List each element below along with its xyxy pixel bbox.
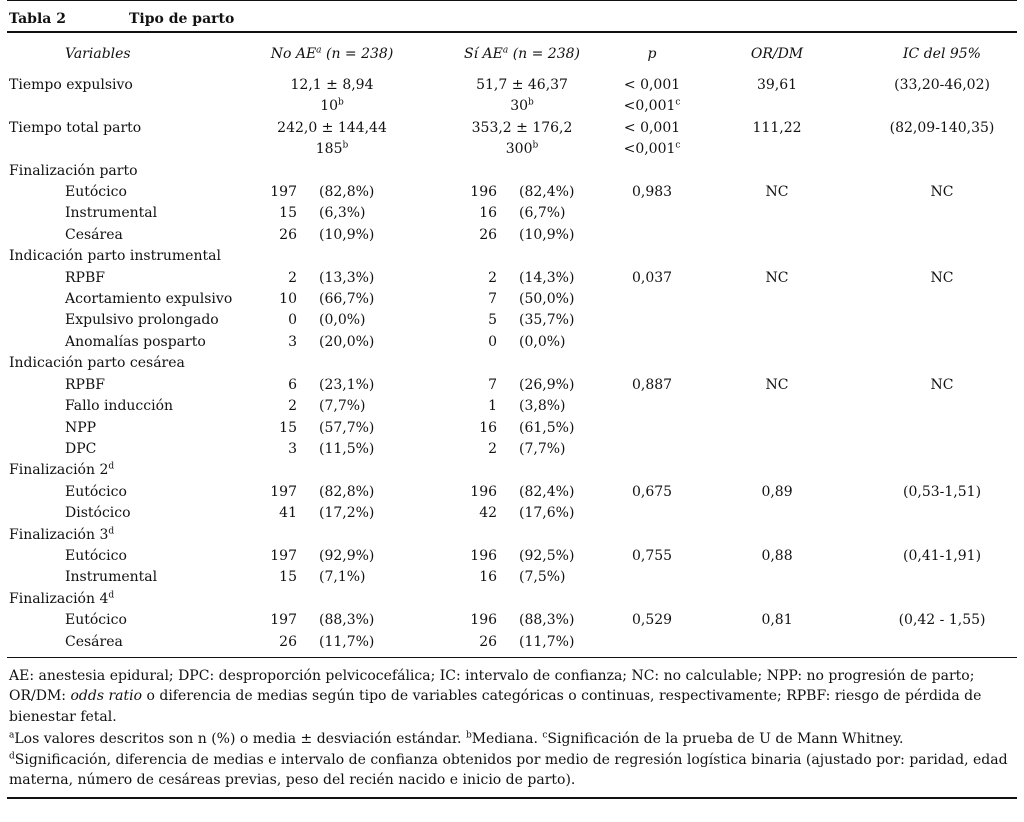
or-dm-value: [687, 567, 867, 588]
row-label: Fallo inducción: [65, 398, 174, 415]
si-ae-n: 196: [470, 184, 498, 201]
table-row: [7, 375, 1017, 396]
no-ae-n: 3: [288, 440, 297, 457]
row-label: Eutócico: [65, 483, 127, 500]
ic-value: [867, 567, 1017, 588]
section-title: Indicación parto cesárea: [9, 355, 185, 372]
table-row: [7, 439, 1017, 460]
si-ae-pct: (92,5%): [519, 547, 575, 564]
or-dm-value: 0,81: [761, 612, 793, 629]
table-row: [7, 418, 1017, 439]
no-ae-median: 185$^b$: [315, 140, 349, 158]
or-dm-value: [687, 439, 867, 460]
no-ae-mean: 242,0 ± 144,44: [277, 119, 387, 136]
data-table: [7, 75, 1017, 653]
p-value: [617, 396, 687, 417]
ic-value: [867, 289, 1017, 310]
table-row: [7, 332, 1017, 353]
row-label: Instrumental: [65, 569, 158, 586]
column-header-row: [7, 33, 1017, 75]
si-ae-n: 196: [470, 612, 498, 629]
no-ae-n: 15: [279, 205, 297, 222]
si-ae-n: 2: [488, 440, 498, 457]
no-ae-pct: (23,1%): [319, 376, 375, 393]
section-title: Finalización 3$^d$: [9, 525, 115, 543]
or-dm-value: 39,61: [756, 77, 798, 93]
row-label: Distócico: [65, 505, 131, 522]
row-label: RPBF: [65, 376, 105, 393]
ic-value: [867, 439, 1017, 460]
table-row: [7, 289, 1017, 310]
header-ic: IC del 95%: [903, 46, 981, 62]
si-ae-n: 196: [470, 547, 498, 564]
p-value: 0,675: [631, 483, 673, 500]
p-value: [617, 332, 687, 353]
ic-value: (33,20-46,02): [894, 77, 990, 93]
or-dm-value: [687, 289, 867, 310]
table-label: Tabla 2: [9, 11, 66, 27]
row-label-empty: [7, 139, 237, 160]
section-header-row: [7, 161, 1017, 182]
row-label: DPC: [65, 440, 97, 457]
si-ae-n: 7: [488, 291, 498, 308]
si-ae-n: 196: [470, 483, 498, 500]
no-ae-n: 26: [279, 633, 297, 650]
no-ae-n: 197: [270, 612, 297, 629]
ic-value: NC: [930, 269, 954, 286]
or-dm-value: [687, 332, 867, 353]
header-no-ae: No $AE^a$ (n = 238): [270, 45, 394, 62]
table-row: [7, 567, 1017, 588]
si-ae-pct: (17,6%): [519, 505, 575, 522]
p-value: 0,529: [631, 612, 673, 629]
section-title: Finalización 2$^d$: [9, 461, 115, 479]
footnotes: [7, 658, 1017, 797]
si-ae-pct: (50,0%): [519, 291, 575, 308]
no-ae-pct: (17,2%): [319, 505, 375, 522]
si-ae-pct: (0,0%): [519, 333, 566, 350]
ic-value: NC: [930, 376, 954, 393]
si-ae-n: 42: [479, 505, 498, 522]
si-ae-pct: (35,7%): [519, 312, 575, 329]
ic-value: NC: [930, 184, 954, 201]
ic-value: [867, 332, 1017, 353]
table-row: [7, 310, 1017, 331]
header-variables: Variables: [65, 46, 131, 62]
no-ae-n: 197: [270, 483, 297, 500]
table-row: [7, 396, 1017, 417]
si-ae-n: 1: [488, 398, 498, 415]
row-label: NPP: [65, 419, 97, 436]
si-ae-mean: 353,2 ± 176,2: [471, 119, 573, 136]
p-value: 0,983: [631, 184, 673, 201]
row-label: Anomalías posparto: [65, 333, 206, 350]
no-ae-n: 3: [288, 333, 297, 350]
ic-value: [867, 310, 1017, 331]
table-row: [7, 503, 1017, 524]
si-ae-pct: (6,7%): [519, 205, 566, 222]
row-label: Expulsivo prolongado: [65, 312, 219, 329]
row-label: Eutócico: [65, 184, 127, 201]
ic-value: (0,41-1,91): [903, 547, 982, 564]
row-label: Tiempo total parto: [9, 119, 142, 136]
si-ae-mean: 51,7 ± 46,37: [476, 77, 568, 93]
table-row: [7, 118, 1017, 139]
footnote-d: $^d$Significación, diferencia de medias e intervalo de confianza obtenidos por medio de regresión logística binaria (ajustado por: paridad, edad materna, número de cesáreas previas, peso del recién nacido e inicio de parto).: [9, 751, 1008, 789]
p-value: [617, 418, 687, 439]
table-title: Tipo de parto: [129, 11, 235, 27]
p-value: [617, 225, 687, 246]
row-label: Tiempo expulsivo: [9, 77, 133, 93]
row-label: Eutócico: [65, 547, 127, 564]
si-ae-median: 300$^b$: [505, 140, 539, 158]
no-ae-n: 2: [288, 269, 297, 286]
row-label: Cesárea: [65, 226, 123, 243]
table-row: [7, 96, 1017, 117]
no-ae-pct: (82,8%): [319, 483, 375, 500]
no-ae-pct: (88,3%): [319, 612, 375, 629]
si-ae-n: 16: [479, 205, 498, 222]
section-title: Finalización 4$^d$: [9, 590, 115, 607]
si-ae-n: 16: [479, 569, 498, 586]
section-header-row: [7, 525, 1017, 546]
no-ae-pct: (11,7%): [319, 633, 375, 650]
no-ae-n: 26: [279, 226, 297, 243]
no-ae-pct: (0,0%): [319, 312, 366, 329]
no-ae-pct: (57,7%): [319, 419, 375, 436]
si-ae-pct: (88,3%): [519, 612, 575, 629]
si-ae-pct: (14,3%): [519, 269, 575, 286]
empty-cell: [687, 139, 867, 160]
no-ae-pct: (13,3%): [319, 269, 375, 286]
no-ae-median: 10$^b$: [320, 97, 344, 115]
p-value: [617, 503, 687, 524]
ic-value: [867, 225, 1017, 246]
section-header-row: [7, 353, 1017, 374]
table-row: [7, 610, 1017, 631]
empty-cell: [687, 96, 867, 117]
ic-value: (0,53-1,51): [903, 483, 982, 500]
p-value: < 0,001: [623, 77, 681, 93]
no-ae-pct: (11,5%): [319, 440, 375, 457]
no-ae-pct: (82,8%): [319, 184, 375, 201]
table-row: [7, 225, 1017, 246]
empty-cell: [867, 139, 1017, 160]
p-value: [617, 567, 687, 588]
table-row: [7, 182, 1017, 203]
si-ae-pct: (82,4%): [519, 483, 575, 500]
no-ae-n: 0: [288, 312, 297, 329]
row-label: Cesárea: [65, 633, 123, 650]
ic-value: [867, 418, 1017, 439]
si-ae-pct: (61,5%): [519, 419, 575, 436]
p-value: [617, 289, 687, 310]
or-dm-value: NC: [765, 376, 789, 393]
header-or-dm: OR/DM: [750, 46, 804, 62]
no-ae-pct: (6,3%): [319, 205, 366, 222]
p-value: [617, 310, 687, 331]
or-dm-value: [687, 310, 867, 331]
header-p: p: [647, 46, 657, 62]
si-ae-pct: (3,8%): [519, 398, 566, 415]
ic-value: (0,42 - 1,55): [898, 612, 986, 629]
no-ae-pct: (20,0%): [319, 333, 375, 350]
no-ae-n: 41: [279, 505, 297, 522]
p-value-mw: <0,001$^c$: [623, 140, 681, 158]
no-ae-n: 197: [270, 184, 297, 201]
si-ae-n: 2: [488, 269, 498, 286]
or-dm-value: [687, 632, 867, 653]
page-bottom-rule: [7, 797, 1017, 799]
section-header-row: [7, 589, 1017, 610]
si-ae-n: 5: [488, 312, 498, 329]
no-ae-n: 15: [279, 569, 297, 586]
row-label: RPBF: [65, 269, 105, 286]
no-ae-n: 2: [288, 398, 297, 415]
ic-value: (82,09-140,35): [889, 119, 995, 136]
si-ae-n: 26: [479, 633, 498, 650]
table-body: [7, 75, 1017, 653]
p-value: [617, 439, 687, 460]
table-row: [7, 546, 1017, 567]
si-ae-pct: (7,5%): [519, 569, 566, 586]
no-ae-pct: (92,9%): [319, 547, 375, 564]
ic-value: [867, 203, 1017, 224]
or-dm-value: 111,22: [752, 119, 802, 136]
no-ae-pct: (10,9%): [319, 226, 375, 243]
table-title-row: [7, 1, 1017, 31]
section-title: Finalización parto: [9, 162, 138, 179]
table-row: [7, 75, 1017, 96]
si-ae-median: 30$^b$: [510, 97, 534, 115]
ic-value: [867, 632, 1017, 653]
table-row: [7, 268, 1017, 289]
si-ae-pct: (82,4%): [519, 184, 575, 201]
p-value: 0,037: [631, 269, 673, 286]
si-ae-n: 16: [479, 419, 498, 436]
si-ae-pct: (26,9%): [519, 376, 575, 393]
si-ae-pct: (11,7%): [519, 633, 575, 650]
table-container: [7, 0, 1017, 799]
p-value: [617, 632, 687, 653]
table-row: [7, 139, 1017, 160]
p-value: 0,755: [631, 547, 673, 564]
row-label: Instrumental: [65, 205, 158, 222]
no-ae-n: 6: [288, 376, 297, 393]
no-ae-pct: (7,7%): [319, 398, 366, 415]
empty-cell: [867, 96, 1017, 117]
no-ae-n: 15: [279, 419, 297, 436]
or-dm-value: [687, 503, 867, 524]
section-header-row: [7, 246, 1017, 267]
section-title: Indicación parto instrumental: [9, 248, 221, 265]
table-row: [7, 482, 1017, 503]
or-dm-value: NC: [765, 269, 789, 286]
no-ae-n: 197: [270, 547, 297, 564]
header-si-ae: Sí $AE^a$ (n = 238): [464, 45, 580, 62]
or-dm-value: [687, 225, 867, 246]
ic-value: [867, 503, 1017, 524]
si-ae-pct: (7,7%): [519, 440, 566, 457]
si-ae-n: 26: [479, 226, 498, 243]
ic-value: [867, 396, 1017, 417]
row-label: Eutócico: [65, 612, 127, 629]
footnote-abbreviations: AE: anestesia epidural; DPC: desproporción pelvicocefálica; IC: intervalo de confianza; NC: no calculable; NPP: no progresión de parto; OR/DM: odds ratio o diferencia de medias según tipo de variables categóricas o continuas, respectivamente; RPBF: riesgo de pérdida de bienestar fetal.: [9, 667, 982, 725]
no-ae-pct: (7,1%): [319, 569, 366, 586]
table-row: [7, 203, 1017, 224]
p-value: < 0,001: [623, 119, 681, 136]
or-dm-value: [687, 396, 867, 417]
or-dm-value: [687, 418, 867, 439]
si-ae-pct: (10,9%): [519, 226, 575, 243]
or-dm-value: [687, 203, 867, 224]
no-ae-mean: 12,1 ± 8,94: [290, 77, 374, 93]
no-ae-n: 10: [279, 291, 297, 308]
p-value-mw: <0,001$^c$: [623, 97, 681, 115]
or-dm-value: 0,89: [761, 483, 793, 500]
p-value: [617, 203, 687, 224]
si-ae-n: 0: [488, 333, 498, 350]
row-label-empty: [7, 96, 237, 117]
section-header-row: [7, 460, 1017, 481]
no-ae-pct: (66,7%): [319, 291, 375, 308]
table-row: [7, 632, 1017, 653]
p-value: 0,887: [631, 376, 673, 393]
row-label: Acortamiento expulsivo: [65, 291, 233, 308]
or-dm-value: 0,88: [761, 547, 793, 564]
si-ae-n: 7: [488, 376, 498, 393]
footnote-abc: $^a$Los valores descritos son n (%) o media ± desviación estándar. $^b$Mediana. $^c$Significación de la prueba de U de Mann Whitney.: [9, 730, 904, 748]
or-dm-value: NC: [765, 184, 789, 201]
